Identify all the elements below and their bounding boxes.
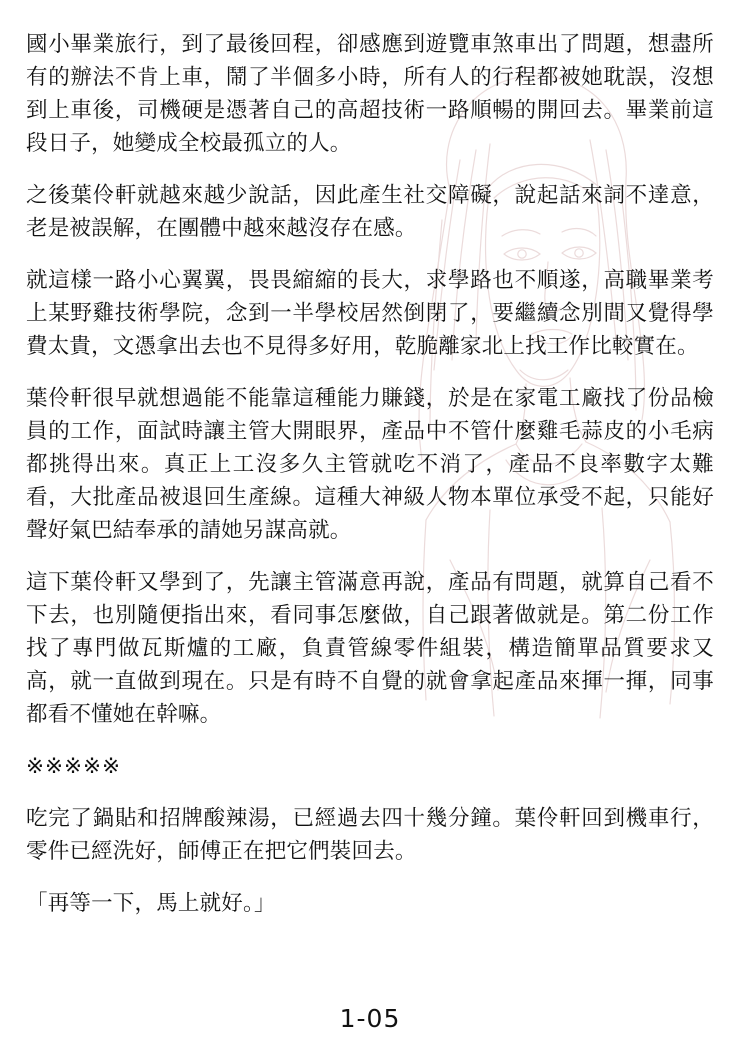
paragraph: 之後葉伶軒就越來越少說話，因此產生社交障礙，說起話來詞不達意，老是被誤解，在團體中越來越沒存在感。 bbox=[26, 183, 714, 241]
paragraph: 國小畢業旅行，到了最後回程，卻感應到遊覽車煞車出了問題，想盡所有的辦法不肯上車，鬧了半個多小時，所有人的行程都被她耽誤，沒想到上車後，司機硬是憑著自己的高超技術一路順暢的開回去。畢業前這段日子，她變成全校最孤立的人。 bbox=[26, 32, 714, 156]
paragraph: 就這樣一路小心翼翼，畏畏縮縮的長大，求學路也不順遂，高職畢業考上某野雞技術學院，念到一半學校居然倒閉了，要繼續念別間又覺得學費太貴，文憑拿出去也不見得多好用，乾脆離家北上找工作比較實在。 bbox=[26, 268, 714, 359]
dialogue-line: 「再等一下，馬上就好。」 bbox=[26, 891, 276, 916]
paragraph: 這下葉伶軒又學到了，先讓主管滿意再說，產品有問題，就算自己看不下去，也別隨便指出來，看同事怎麼做，自己跟著做就是。第二份工作找了專門做瓦斯爐的工廠，負責管線零件組裝，構造簡單品質要求又高，就一直做到現在。只是有時不自覺的就會拿起產品來揮一揮，同事都看不懂她在幹嘛。 bbox=[26, 570, 714, 727]
paragraph: 吃完了鍋貼和招牌酸辣湯，已經過去四十幾分鐘。葉伶軒回到機車行，零件已經洗好，師傅正在把它們裝回去。 bbox=[26, 806, 714, 864]
scene-break-marks: ※※※※※ bbox=[26, 754, 122, 779]
paragraph: 葉伶軒很早就想過能不能靠這種能力賺錢，於是在家電工廠找了份品檢員的工作，面試時讓主管大開眼界，產品中不管什麼雞毛蒜皮的小毛病都挑得出來。真正上工沒多久主管就吃不消了，產品不良率數字太難看，大批產品被退回生產線。這種大神級人物本單位承受不起，只能好聲好氣巴結奉承的請她另謀高就。 bbox=[26, 386, 714, 543]
page-number: 1-05 bbox=[339, 1004, 401, 1033]
